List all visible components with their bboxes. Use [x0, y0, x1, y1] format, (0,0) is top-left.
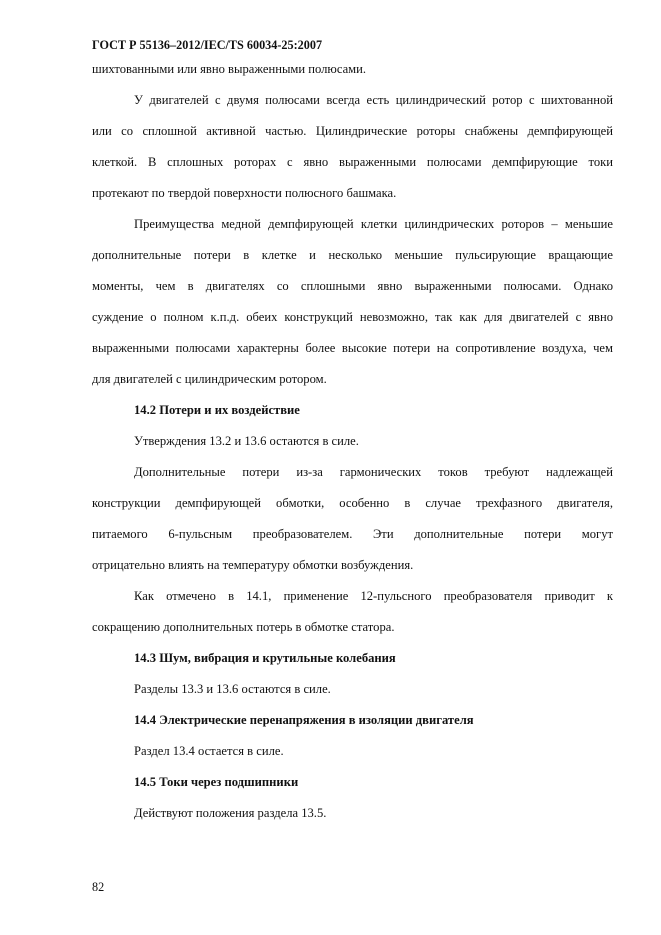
text-line: клеткой. В сплошных роторах с явно выраженными полюсами демпфирующие токи — [92, 155, 613, 169]
text-line: Утверждения 13.2 и 13.6 остаются в силе. — [134, 434, 359, 448]
text-line: для двигателей с цилиндрическим ротором. — [92, 372, 327, 386]
text-line: сокращению дополнительных потерь в обмотке статора. — [92, 620, 395, 634]
section-heading: 14.2 Потери и их воздействие — [134, 403, 300, 417]
text-line: Дополнительные потери из-за гармонических токов требуют надлежащей — [134, 465, 613, 479]
text-line: конструкции демпфирующей обмотки, особенно в случае трехфазного двигателя, — [92, 496, 613, 510]
text-line: протекают по твердой поверхности полюсного башмака. — [92, 186, 397, 200]
text-line: отрицательно влиять на температуру обмотки возбуждения. — [92, 558, 414, 572]
text-line: Как отмечено в 14.1, применение 12-пульсного преобразователя приводит к — [134, 589, 613, 603]
text-line: или со сплошной активной частью. Цилиндрические роторы снабжены демпфирующей — [92, 124, 613, 138]
section-heading: 14.3 Шум, вибрация и крутильные колебания — [134, 651, 396, 665]
text-line: выраженными полюсами характерны более высокие потери на сопротивление воздуха, чем — [92, 341, 613, 355]
text-line: Действуют положения раздела 13.5. — [134, 806, 327, 820]
text-line: питаемого 6-пульсным преобразователем. Эти дополнительные потери могут — [92, 527, 613, 541]
page-number: 82 — [92, 880, 105, 894]
text-line: дополнительные потери в клетке и несколько меньшие пульсирующие вращающие — [92, 248, 613, 262]
section-heading: 14.4 Электрические перенапряжения в изоляции двигателя — [134, 713, 474, 727]
text-line: Раздел 13.4 остается в силе. — [134, 744, 284, 758]
text-line: Разделы 13.3 и 13.6 остаются в силе. — [134, 682, 331, 696]
text-line: моменты, чем в двигателях со сплошными явно выраженными полюсами. Однако — [92, 279, 613, 293]
text-line: суждение о полном к.п.д. обеих конструкций невозможно, так как для двигателей с явно — [92, 310, 613, 324]
section-heading: 14.5 Токи через подшипники — [134, 775, 299, 789]
text-line: У двигателей с двумя полюсами всегда есть цилиндрический ротор с шихтованной — [134, 93, 613, 107]
text-line: Преимущества медной демпфирующей клетки цилиндрических роторов – меньшие — [134, 217, 613, 231]
document-header: ГОСТ Р 55136–2012/IEC/TS 60034-25:2007 — [92, 38, 323, 52]
text-line: шихтованными или явно выраженными полюсами. — [92, 62, 367, 76]
